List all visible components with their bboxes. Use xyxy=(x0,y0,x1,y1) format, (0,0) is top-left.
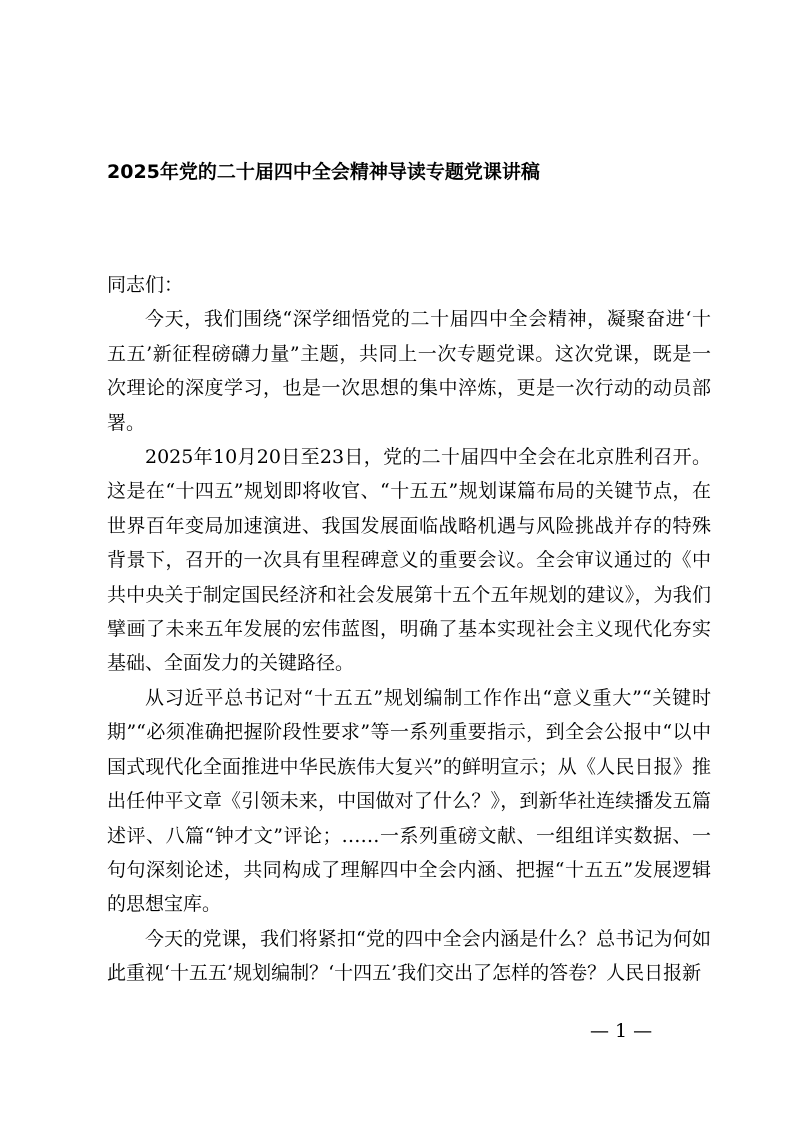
document-title: 2025年党的二十届四中全会精神导读专题党课讲稿 xyxy=(107,161,540,183)
document-body xyxy=(107,268,711,991)
paragraph-key-documents: 从习近平总书记对“十五五”规划编制工作作出“意义重大”“关键时期”“必须准确把握阶段性要求”等一系列重要指示，到全会公报中“以中国式现代化全面推进中华民族伟大复兴”的鲜明宣示；从《人民日报》推出任仲平文章《引领未来，中国做对了什么？》，到新华社连续播发五篇述评、八篇“钟才文”评论；……一系列重磅文献、一组组详实数据、一句句深刻论述，共同构成了理解四中全会内涵、把握“十五五”发展逻辑的思想宝库。 xyxy=(107,686,711,916)
page-number: — 1 — xyxy=(590,1020,653,1042)
paragraph-plenum-background: 2025年10月20日至23日，党的二十届四中全会在北京胜利召开。这是在“十四五”规划即将收官、“十五五”规划谋篇布局的关键节点，在世界百年变局加速演进、我国发展面临战略机遇与风险挑战并存的特殊背景下，召开的一次具有里程碑意义的重要会议。全会审议通过的《中共中央关于制定国民经济和社会发展第十五个五年规划的建议》，为我们擘画了未来五年发展的宏伟蓝图，明确了基本实现社会主义现代化夯实基础、全面发力的关键路径。 xyxy=(107,446,711,675)
paragraph-intro: 今天，我们围绕“深学细悟党的二十届四中全会精神，凝聚奋进‘十五五’新征程磅礴力量”主题，共同上一次专题党课。这次党课，既是一次理论的深度学习，也是一次思想的集中淬炼，更是一次行动的动员部署。 xyxy=(107,308,711,434)
paragraph-lecture-outline: 今天的党课，我们将紧扣“党的四中全会内涵是什么？总书记为何如此重视‘十五五’规划编制？‘十四五’我们交出了怎样的答卷？人民日报新 xyxy=(107,927,711,985)
salutation: 同志们： xyxy=(107,274,184,296)
